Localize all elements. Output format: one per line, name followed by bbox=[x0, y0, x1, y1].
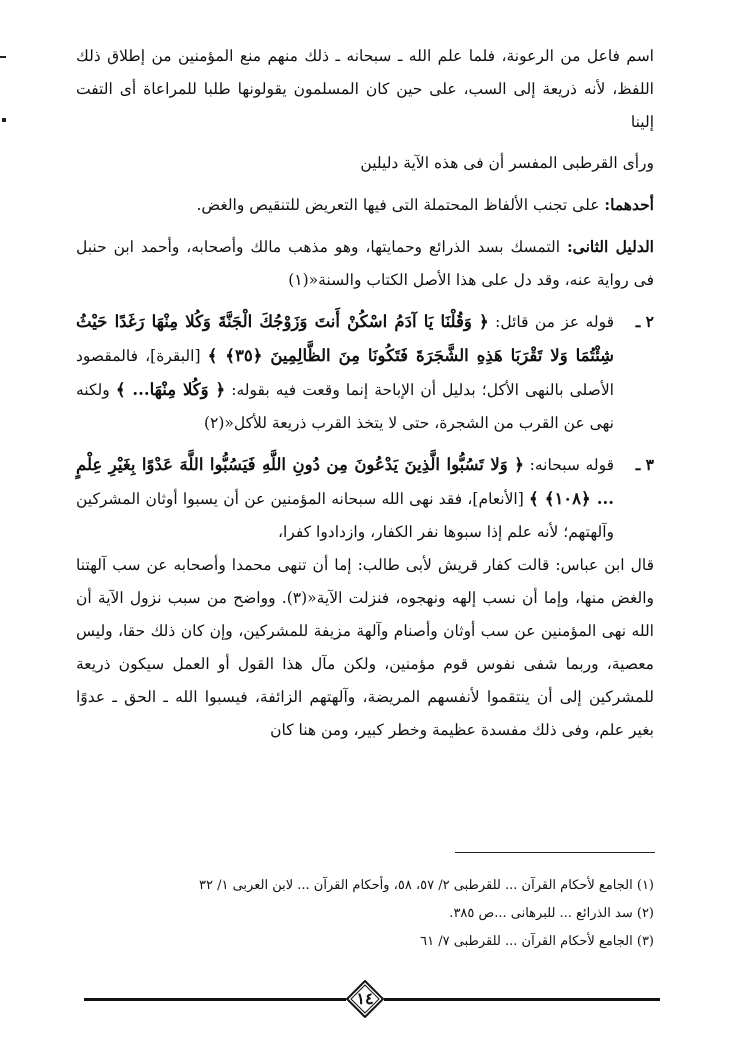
item-3-verse: ﴿ وَلا تَسُبُّوا الَّذِينَ يَدْعُونَ مِن دُونِ اللَّهِ فَيَسُبُّوا اللَّهَ عَدْوًا بِغَيْرِ عِلْمٍ ... ﴿١٠٨﴾ ﴾ bbox=[76, 455, 614, 508]
numbered-item-2 bbox=[76, 305, 654, 440]
paragraph-1: اسم فاعل من الرعونة، فلما علم الله ـ سبحانه ـ ذلك منهم منع المؤمنين من إطلاق ذلك اللفظ، لأنه ذريعة إلى السب، على حين كان المسلمون يقولونها طلبا للمراعاة أى التفت إلينا bbox=[76, 47, 654, 131]
bottom-rule-left bbox=[84, 998, 346, 1001]
paragraph-ibn-abbas: قال ابن عباس: قالت كفار قريش لأبى طالب: إما أن تنهى محمدا وأصحابه عن سب آلهتنا والغض منها، وإما أن نسب إلهه ونهجوه، فنزلت الآية«(٣). وواضح من سبب نزول الآية أن الله نهى المؤمنين عن سب أوثان وأصنام وآلهة مزيفة للمشركين، وإن كان ذلك حقا، وليس معصية، وربما شفى نفوس قوم مؤمنين، ولكن مآل هذا القول أو العمل سيكون ذريعة للمشركين إلى أن ينتقموا لأنفسهم المريضة، وآلهتهم الزائفة، فيسبوا الله ـ الحق ـ عدوًا بغير علم، وفى ذلك مفسدة عظيمة وخطر كبير، ومن هنا كان bbox=[76, 556, 654, 739]
paragraph-3-body: على تجنب الألفاظ المحتملة التى فيها التعريض للتنقيص والغض. bbox=[196, 196, 600, 214]
item-3-intro: قوله سبحانه: bbox=[529, 456, 614, 474]
item-3-number: ٣ ـ bbox=[635, 455, 654, 474]
item-2-text-2: ولكنه نهى عن القرب من الشجرة، حتى لا يتخذ القرب ذريعة للأكل«(٢) bbox=[76, 381, 614, 432]
numbered-item-3 bbox=[76, 448, 654, 549]
page-number: ١٤ bbox=[356, 989, 374, 1008]
footnote-1: (١) الجامع لأحكام القرآن ... للقرطبى ٢/ ٥٧، ٥٨، وأحكام القرآن ... لابن العربى ١/ ٣٢ bbox=[199, 878, 654, 893]
footnotes bbox=[76, 872, 654, 956]
footnote-3: (٣) الجامع لأحكام القرآن ... للقرطبى ٧/ ٦١ bbox=[420, 934, 654, 949]
scan-mark-top bbox=[0, 56, 6, 58]
item-2-text-1: فالمقصود الأصلى بالنهى الأكل؛ بدليل أن الإباحة إنما وقعت فيه بقوله: bbox=[76, 347, 614, 399]
paragraph-2: ورأى القرطبى المفسر أن فى هذه الآية دليلين bbox=[360, 154, 654, 172]
footnote-2: (٢) سد الذرائع ... للبرهانى ...ص ٣٨٥. bbox=[449, 906, 654, 921]
item-3-text-1: فقد نهى الله سبحانه المؤمنين عن أن يسبوا أوثان المشركين وآلهتهم؛ لأنه علم إذا سبوها نفر الكفار، وازدادوا كفرا، bbox=[76, 490, 614, 541]
item-2-verse-2: ﴿ وَكُلا مِنْهَا... ﴾ bbox=[115, 380, 226, 399]
item-2-verse: ﴿ وَقُلْنَا يَا آدَمُ اسْكُنْ أَنتَ وَزَوْجُكَ الْجَنَّةَ وَكُلا مِنْهَا رَغَدًا حَيْثُ شِئْتُمَا وَلا تَقْرَبَا هَذِهِ الشَّجَرَةَ فَتَكُونَا مِنَ الظَّالِمِينَ ﴿٣٥﴾ ﴾ bbox=[76, 312, 614, 365]
scan-mark-middle bbox=[2, 118, 6, 122]
paragraph-4-heading: الدليل الثانى: bbox=[566, 237, 654, 256]
bottom-rule-right bbox=[384, 998, 660, 1001]
paragraph-3-heading: أحدهما: bbox=[604, 195, 654, 214]
item-3-reference: [الأنعام]، bbox=[467, 490, 524, 508]
item-2-intro: قوله عز من قائل: bbox=[495, 313, 614, 331]
paragraph-4-body: التمسك بسد الذرائع وحمايتها، وهو مذهب مالك وأصحابه، وأحمد ابن حنبل فى رواية عنه، وقد دل على هذا الأصل الكتاب والسنة«(١) bbox=[76, 238, 654, 289]
item-2-number: ٢ ـ bbox=[635, 312, 654, 331]
paragraph-4 bbox=[76, 230, 654, 297]
main-text bbox=[76, 40, 654, 747]
page-number-ornament bbox=[346, 980, 384, 1018]
paragraph-3 bbox=[76, 188, 654, 222]
item-2-reference: [البقرة]، bbox=[145, 347, 201, 365]
footnote-divider bbox=[455, 852, 655, 853]
